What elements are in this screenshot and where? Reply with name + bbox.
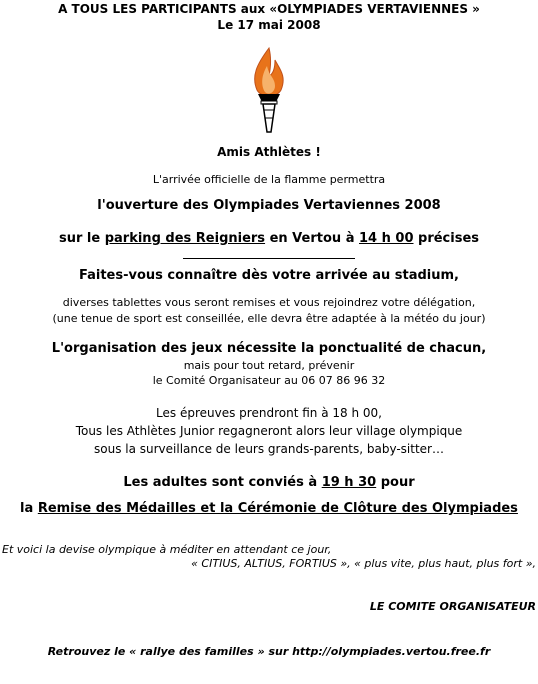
adults-time: 19 h 30 [321, 475, 377, 490]
organisation-line1: mais pour tout retard, prévenir [183, 359, 355, 372]
footer-link[interactable]: Retrouvez le « rallye des familles » sur http://olympiades.vertou.free.fr [47, 645, 491, 658]
signature: LE COMITE ORGANISATEUR [369, 600, 536, 613]
events-line1: Les épreuves prendront fin à 18 h 00, [156, 406, 382, 420]
header-title: A TOUS LES PARTICIPANTS aux «OLYMPIADES VERTAVIENNES » [58, 2, 480, 16]
location-mid: en Vertou à [265, 231, 359, 246]
adults-pre: Les adultes sont conviés à [123, 475, 322, 490]
ceremony-pre: la [20, 501, 38, 516]
organisation-heading: L'organisation des jeux nécessite la ponctualité de chacun, [51, 341, 487, 356]
location-post: précises [413, 231, 480, 246]
stadium-heading: Faites-vous connaître dès votre arrivée au stadium, [78, 268, 459, 283]
location-line [0, 231, 538, 246]
location-time: 14 h 00 [359, 231, 414, 246]
adults-line [0, 475, 538, 490]
opening-text: l'ouverture des Olympiades Vertaviennes 2008 [97, 198, 441, 213]
arrival-text: L'arrivée officielle de la flamme permettra [152, 173, 386, 186]
greeting: Amis Athlètes ! [217, 145, 321, 159]
events-line3: sous la surveillance de leurs grands-parents, baby-sitter… [94, 442, 444, 456]
header-date: Le 17 mai 2008 [217, 18, 321, 32]
ceremony-title: Remise des Médailles et la Cérémonie de Clôture des Olympiades [37, 501, 518, 516]
stadium-line1: diverses tablettes vous seront remises et vous rejoindrez votre délégation, [62, 296, 476, 309]
divider [183, 258, 355, 259]
ceremony-line [0, 501, 538, 516]
motto-intro: Et voici la devise olympique à méditer en attendant ce jour, [2, 543, 332, 556]
organisation-phone: le Comité Organisateur au 06 07 86 96 32 [152, 374, 386, 387]
stadium-line2: (une tenue de sport est conseillée, elle devra être adaptée à la météo du jour) [52, 312, 486, 325]
location-place: parking des Reigniers [104, 231, 266, 246]
events-line2: Tous les Athlètes Junior regagneront alors leur village olympique [75, 424, 463, 438]
location-pre: sur le [58, 231, 105, 246]
torch-icon [249, 46, 289, 136]
adults-post: pour [376, 475, 415, 490]
motto-text: « CITIUS, ALTIUS, FORTIUS », « plus vite, plus haut, plus fort », [191, 557, 536, 570]
